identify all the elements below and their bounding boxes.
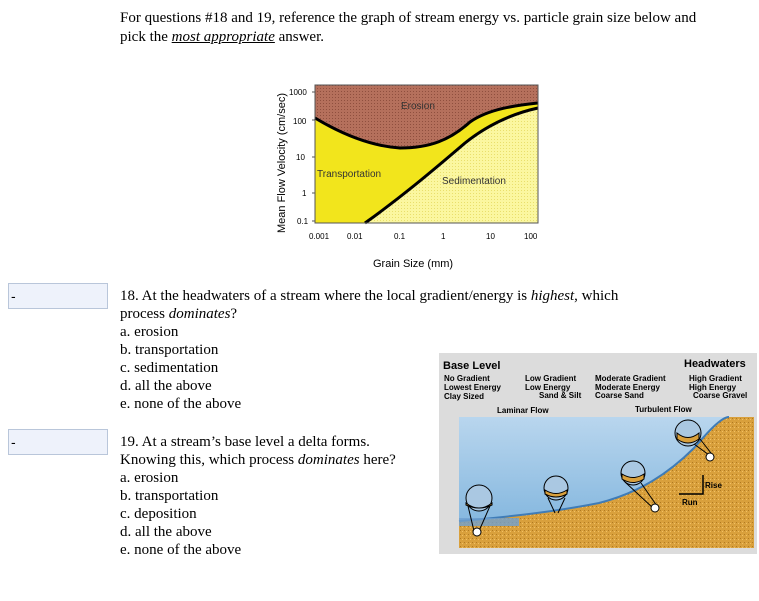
q19-stem-text: 19. At a stream’s base level a delta forms. Knowing this, which process (120, 434, 370, 468)
q19-emphasis: dominates (297, 452, 360, 468)
q18-answer-value: - (11, 288, 16, 304)
question-19 (120, 433, 425, 559)
transportation-label: Transportation (317, 169, 382, 180)
q18-stem (120, 287, 640, 323)
col1-line: No Gradient (444, 374, 490, 383)
x-tick: 10 (486, 232, 495, 241)
q19-option-a: a. erosion (120, 470, 179, 486)
q19-option-b: b. transportation (120, 488, 219, 504)
x-tick: 0.01 (347, 232, 363, 241)
q18-option-c: c. sedimentation (120, 360, 219, 376)
col1-line: Clay Sized (444, 392, 485, 401)
laminar-flow-label: Laminar Flow (497, 406, 549, 415)
col2-line: Sand & Silt (539, 391, 582, 400)
q18-option-d: d. all the above (120, 378, 212, 394)
q19-stem-text: here? (359, 452, 396, 468)
sedimentation-label: Sedimentation (442, 176, 506, 187)
instructions-text-end: answer. (274, 29, 325, 45)
col3-line: Moderate Gradient (595, 374, 666, 383)
y-ticks (289, 88, 309, 226)
q18-stem-text: ? (230, 306, 238, 322)
base-level-title: Base Level (443, 360, 501, 372)
q18-stem-text: 18. At the headwaters of a stream where the local gradient/energy is (120, 288, 531, 304)
stream-profile-diagram (439, 353, 757, 554)
y-tick: 1000 (289, 88, 307, 97)
col2-line: Low Energy (525, 383, 571, 392)
x-tick: 100 (524, 232, 538, 241)
col2-line: Low Gradient (525, 374, 577, 383)
y-tick: 10 (296, 153, 305, 162)
y-tick: 100 (293, 117, 307, 126)
q18-option-a: a. erosion (120, 324, 179, 340)
x-tick: 0.001 (309, 232, 330, 241)
stream-energy-graph (260, 58, 560, 273)
x-axis-title: Grain Size (mm) (373, 258, 454, 270)
clay-sample-lens (466, 485, 492, 511)
base-level-water (459, 518, 519, 526)
x-tick: 1 (441, 232, 446, 241)
instructions (120, 9, 720, 47)
q18-answer-select[interactable] (8, 283, 108, 309)
headwaters-title: Headwaters (684, 358, 746, 370)
col3-line: Moderate Energy (595, 383, 660, 392)
q18-emphasis-1: highest (530, 288, 575, 304)
col1-line: Lowest Energy (444, 383, 501, 392)
q19-option-e: e. none of the above (120, 542, 242, 558)
turbulent-flow-label: Turbulent Flow (635, 405, 692, 414)
instructions-text-start: For questions #18 and 19, reference the graph of stream energy vs. particle grain size below and pick the (120, 10, 697, 45)
q18-emphasis-2: dominates (168, 306, 231, 322)
run-label: Run (682, 498, 698, 507)
col3-line: Coarse Sand (595, 391, 644, 400)
y-tick: 0.1 (297, 217, 309, 226)
q18-option-b: b. transportation (120, 342, 219, 358)
x-ticks (309, 232, 538, 241)
y-axis-title: Mean Flow Velocity (cm/sec) (276, 93, 288, 233)
col4-line: High Energy (689, 383, 737, 392)
rise-label: Rise (705, 481, 722, 490)
x-tick: 0.1 (394, 232, 406, 241)
q19-option-d: d. all the above (120, 524, 212, 540)
q19-stem (120, 433, 425, 469)
q19-answer-value: - (11, 434, 16, 450)
q19-option-c: c. deposition (120, 506, 197, 522)
y-tick: 1 (302, 189, 307, 198)
q19-answer-select[interactable] (8, 429, 108, 455)
q18-stem-text: , which process (120, 288, 619, 322)
col4-line: Coarse Gravel (693, 391, 748, 400)
col4-line: High Gradient (689, 374, 742, 383)
erosion-label: Erosion (401, 101, 435, 112)
instructions-emphasis: most appropriate (171, 29, 275, 45)
q18-option-e: e. none of the above (120, 396, 242, 412)
